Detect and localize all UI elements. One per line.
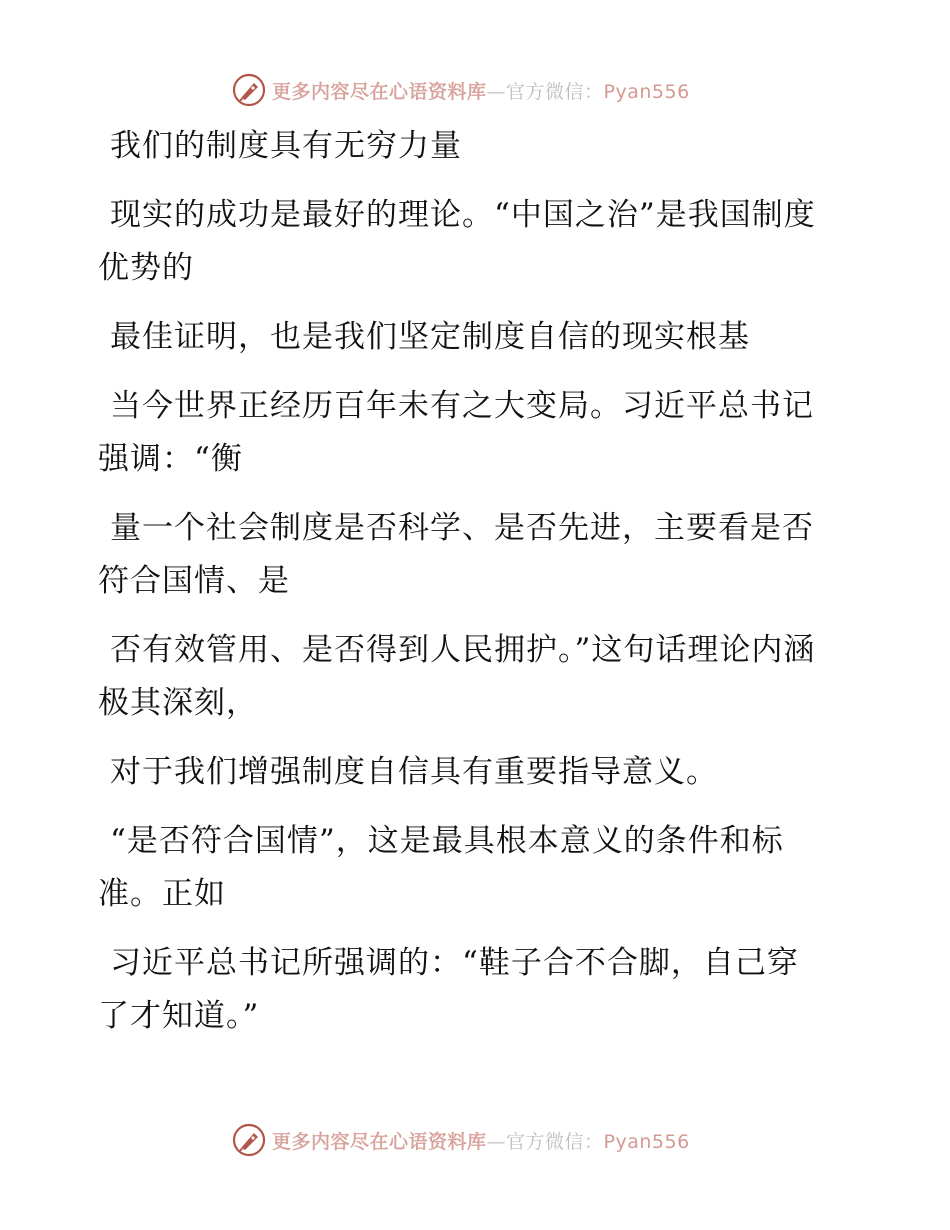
article-body <box>98 120 830 1059</box>
header-label: 官方微信： <box>506 80 604 103</box>
header-banner <box>232 72 690 108</box>
header-dash: — <box>486 80 507 103</box>
paragraph: 现实的成功是最好的理论。“中国之治”是我国制度优势的 <box>98 197 816 286</box>
footer-dash: — <box>486 1130 507 1153</box>
paragraph: “是否符合国情”，这是最具根本意义的条件和标准。正如 <box>98 823 784 912</box>
paragraph: 最佳证明，也是我们坚定制度自信的现实根基 <box>110 319 750 355</box>
paragraph: 习近平总书记所强调的：“鞋子合不合脚，自己穿了才知道。” <box>98 945 799 1034</box>
paragraph: 当今世界正经历百年未有之大变局。习近平总书记强调：“衡 <box>98 388 814 477</box>
footer-label: 官方微信： <box>506 1130 604 1153</box>
paragraph: 量一个社会制度是否科学、是否先进，主要看是否符合国情、是 <box>98 510 814 599</box>
footer-banner <box>232 1122 690 1158</box>
header-wechat-id: Pyan556 <box>603 80 690 103</box>
pen-nib-icon <box>232 73 266 107</box>
footer-wechat-id: Pyan556 <box>603 1130 690 1153</box>
paragraph-title: 我们的制度具有无穷力量 <box>110 128 462 164</box>
paragraph: 对于我们增强制度自信具有重要指导意义。 <box>110 754 718 790</box>
footer-brand: 更多内容尽在心语资料库 <box>272 1130 487 1153</box>
pen-nib-icon <box>232 1123 266 1157</box>
header-brand: 更多内容尽在心语资料库 <box>272 80 487 103</box>
paragraph: 否有效管用、是否得到人民拥护。”这句话理论内涵极其深刻， <box>98 632 816 721</box>
